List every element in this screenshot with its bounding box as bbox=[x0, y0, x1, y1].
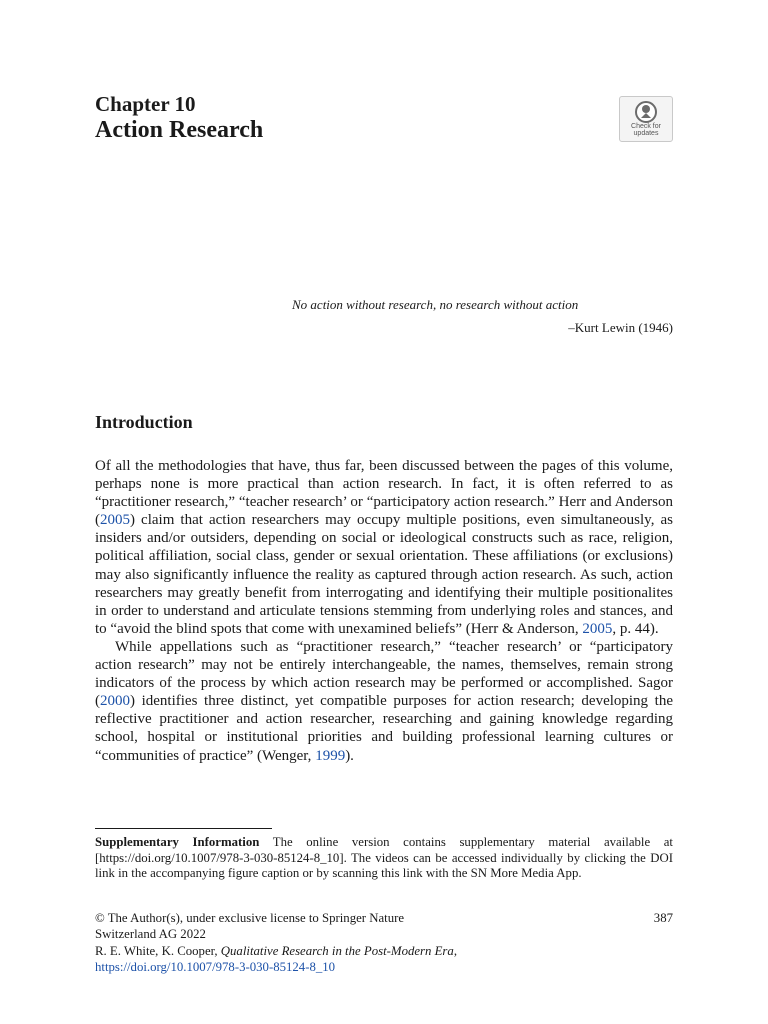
page-number: 387 bbox=[653, 911, 673, 925]
footnote-label: Supplementary Information bbox=[95, 835, 260, 849]
citation-trailing: , bbox=[453, 943, 458, 958]
epigraph-quote: No action without research, no research without action bbox=[292, 297, 579, 312]
chapter-title: Action Research bbox=[95, 117, 264, 143]
footnote-text: The online version contains supplementary material available at [https://doi.org/10.1007/978-3-030-85124-8_10]. The videos can be accessed individually by clicking the DOI link in the accompanying figure caption or by scanning this link with the SN More Media App. bbox=[95, 835, 673, 880]
citation-line bbox=[95, 943, 673, 959]
badge-text-line1: Check for bbox=[631, 123, 661, 130]
paragraph-1 bbox=[95, 457, 673, 638]
copyright-line-1: © The Author(s), under exclusive license to Springer Nature bbox=[95, 911, 405, 925]
paragraph-2-text-a: While appellations such as “practitioner research,” “teacher research’ or “participatory action research” may not be entirely interchangeable, the names, themselves, remain strong indicators of the process by which action research may be performed or accomplished. Sagor ( bbox=[95, 638, 673, 710]
chapter-label: Chapter 10 bbox=[95, 92, 196, 116]
paragraph-2 bbox=[95, 638, 673, 765]
badge-text-line2: updates bbox=[633, 130, 659, 137]
citation-authors: R. E. White, K. Cooper, bbox=[95, 943, 221, 958]
body-text bbox=[95, 457, 673, 765]
citation-link[interactable]: 2000 bbox=[100, 693, 130, 710]
citation-link[interactable]: 2005 bbox=[100, 512, 130, 529]
citation-link[interactable]: 2005 bbox=[582, 620, 613, 637]
paragraph-1-text-c: , p. 44). bbox=[612, 620, 659, 637]
paragraph-1-text-b: ) claim that action researchers may occupy multiple positions, even simultaneously, as insiders and/or outsiders, depending on social or ideological constructs such as race, religion, political affiliation, social class, gender or sexual orientation. These affiliations (or exclusions) may also significantly influence the reality as captured through action research. As such, action researchers may greatly benefit from interrogating and identifying their multiple positionalites in order to understand and articulate tensions stemming from underlying roles and stances, and to “avoid the blind spots that come with unexamined beliefs” (Herr & Anderson, bbox=[95, 512, 673, 637]
epigraph-attribution: –Kurt Lewin (1946) bbox=[568, 320, 673, 335]
copyright-line-2: Switzerland AG 2022 bbox=[95, 927, 206, 942]
section-heading: Introduction bbox=[95, 412, 193, 432]
check-for-updates-badge[interactable] bbox=[619, 96, 673, 142]
copyright-block bbox=[95, 910, 673, 975]
footnote-divider bbox=[95, 828, 272, 829]
paragraph-2-text-b: ) identifies three distinct, yet compatible purposes for action research; developing the reflective practitioner and action researcher, researching and gaining knowledge regarding school, hospital or institutional priorities and building professional learning cultures or “communities of practice” (Wenger, bbox=[95, 693, 673, 764]
paragraph-2-text-c: ). bbox=[345, 747, 354, 764]
paragraph-1-text-a: Of all the methodologies that have, thus far, been discussed between the pages of this volume, perhaps none is more practical than action research. In fact, it is often referred to as “practitioner research,” “teacher research’ or “participatory action research.” Herr and Anderson ( bbox=[95, 458, 673, 529]
check-for-updates-icon bbox=[634, 101, 658, 123]
book-title: Qualitative Research in the Post-Modern Era bbox=[220, 943, 454, 958]
supplementary-footnote bbox=[95, 835, 673, 882]
citation-link[interactable]: 1999 bbox=[315, 747, 346, 764]
doi-link[interactable]: https://doi.org/10.1007/978-3-030-85124-8_10 bbox=[95, 959, 336, 974]
